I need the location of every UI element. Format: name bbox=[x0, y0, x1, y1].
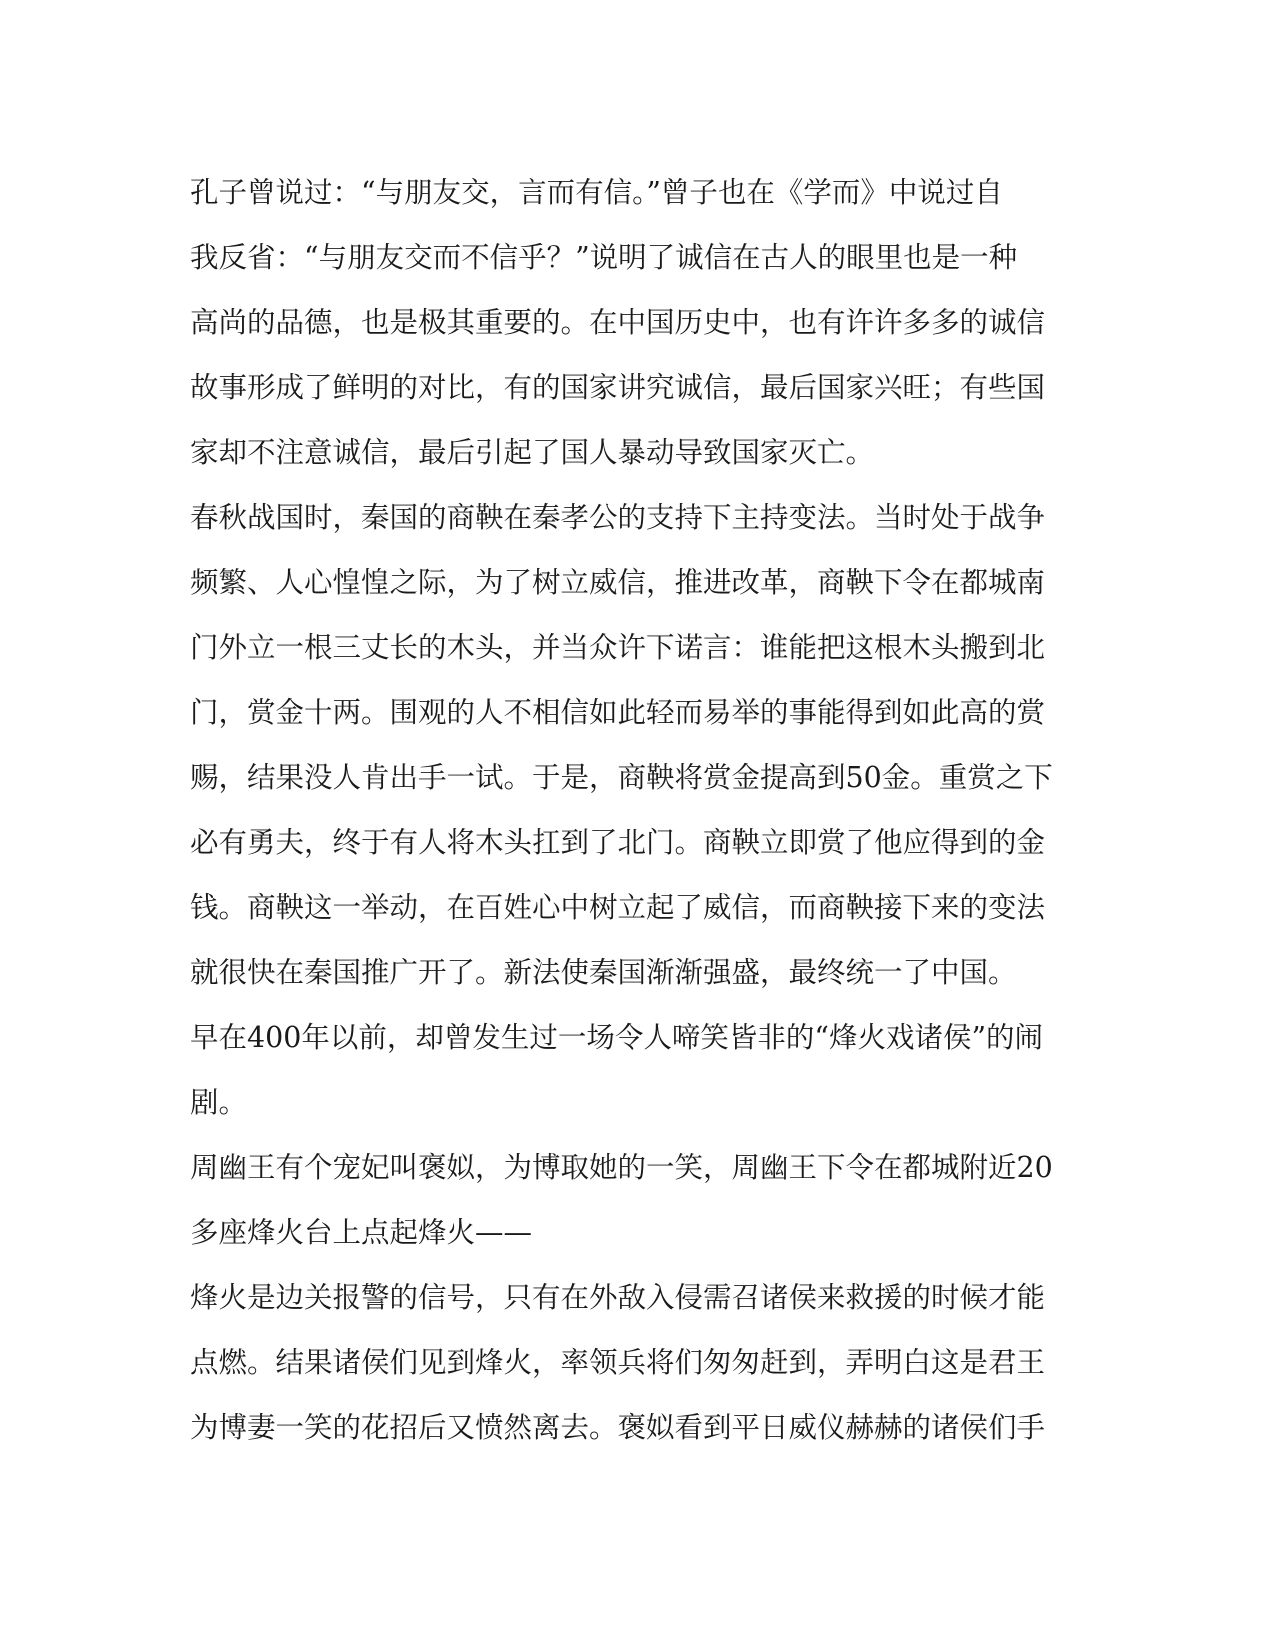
text-line: 烽火是边关报警的信号，只有在外敌入侵需召诸侯来救援的时候才能 bbox=[190, 1281, 1046, 1314]
text-line: 故事形成了鲜明的对比，有的国家讲究诚信，最后国家兴旺；有些国 bbox=[190, 371, 1046, 404]
text-line: 周幽王有个宠妃叫褒姒，为博取她的一笑，周幽王下令在都城附近20 bbox=[190, 1151, 1053, 1184]
text-line: 早在400年以前，却曾发生过一场令人啼笑皆非的“烽火戏诸侯”的闹 bbox=[190, 1021, 1044, 1054]
text-line: 赐，结果没人肯出手一试。于是，商鞅将赏金提高到50金。重赏之下 bbox=[190, 761, 1053, 794]
text-line: 频繁、人心惶惶之际，为了树立威信，推进改革，商鞅下令在都城南 bbox=[190, 566, 1046, 599]
text-line: 孔子曾说过：“与朋友交，言而有信。”曾子也在《学而》中说过自 bbox=[190, 176, 1003, 209]
text-line: 剧。 bbox=[190, 1086, 248, 1119]
text-line: 春秋战国时，秦国的商鞅在秦孝公的支持下主持变法。当时处于战争 bbox=[190, 501, 1046, 534]
text-line: 门外立一根三丈长的木头，并当众许下诺言：谁能把这根木头搬到北 bbox=[190, 631, 1046, 664]
document-body bbox=[190, 160, 1090, 1460]
text-line: 必有勇夫，终于有人将木头扛到了北门。商鞅立即赏了他应得到的金 bbox=[190, 826, 1046, 859]
text-line: 点燃。结果诸侯们见到烽火，率领兵将们匆匆赶到，弄明白这是君王 bbox=[190, 1346, 1046, 1379]
text-line: 高尚的品德，也是极其重要的。在中国历史中，也有许许多多的诚信 bbox=[190, 306, 1046, 339]
text-line: 就很快在秦国推广开了。新法使秦国渐渐强盛，最终统一了中国。 bbox=[190, 956, 1017, 989]
text-line: 钱。商鞅这一举动，在百姓心中树立起了威信，而商鞅接下来的变法 bbox=[190, 891, 1046, 924]
text-line: 多座烽火台上点起烽火—— bbox=[190, 1216, 533, 1249]
text-line: 为博妻一笑的花招后又愤然离去。褒姒看到平日威仪赫赫的诸侯们手 bbox=[190, 1411, 1046, 1444]
text-line: 我反省：“与朋友交而不信乎？”说明了诚信在古人的眼里也是一种 bbox=[190, 241, 1018, 274]
text-line: 家却不注意诚信，最后引起了国人暴动导致国家灭亡。 bbox=[190, 436, 875, 469]
text-line: 门，赏金十两。围观的人不相信如此轻而易举的事能得到如此高的赏 bbox=[190, 696, 1046, 729]
